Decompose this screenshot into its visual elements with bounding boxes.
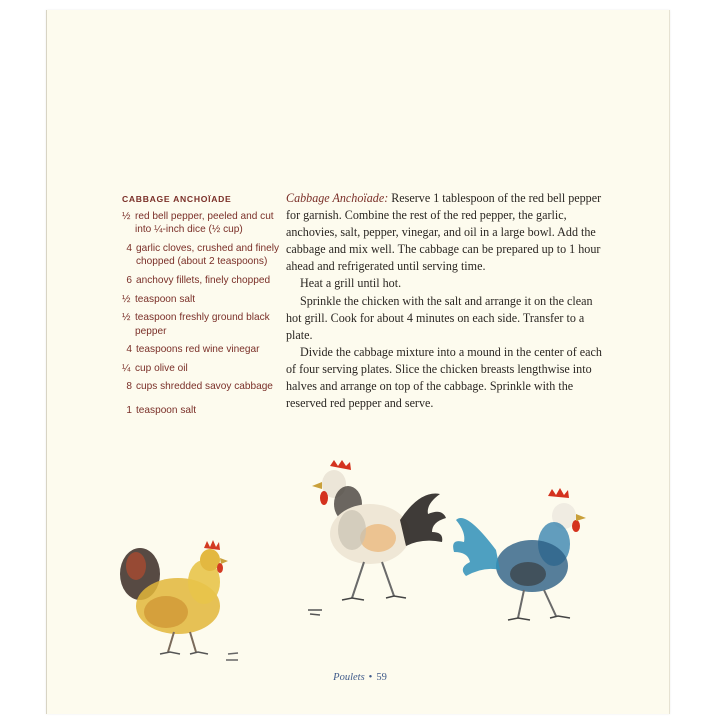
ingredient-item [122, 343, 287, 356]
ingredient-qty: 8 [126, 381, 132, 393]
ingredient-qty: ¼ [122, 362, 131, 374]
ingredient-qty: ½ [122, 312, 131, 324]
method-paragraph: Sprinkle the chicken with the salt and arrange it on the clean hot grill. Cook for about 4 minutes on each side. Transfer to a plate. [286, 293, 593, 342]
ingredient-text: cup olive oil [135, 362, 188, 374]
ingredient-qty: 6 [126, 275, 132, 286]
blue-rooster-icon [452, 486, 602, 636]
method-lead: Cabbage Anchoïade: [286, 191, 389, 205]
ingredient-item [122, 274, 287, 287]
method-paragraph: Divide the cabbage mixture into a mound in the center of each of four serving plates. Slice the chicken breasts lengthwise into halves and arrange on top of the cabbage. Sprinkle with the reserved red pepper and serve. [286, 344, 602, 411]
page-footer [300, 672, 420, 683]
yellow-hen-icon [108, 534, 253, 669]
method-paragraph [286, 190, 604, 275]
ingredient-text: teaspoon freshly ground black pepper [135, 312, 270, 337]
ingredient-qty: 4 [126, 243, 132, 254]
ingredient-qty: 1 [126, 404, 132, 416]
ingredient-item [122, 293, 287, 306]
page-number: 59 [376, 672, 387, 683]
ingredient-text: teaspoon salt [136, 404, 197, 416]
ingredient-text: red bell pepper, peeled and cut into ¼-inch dice (½ cup) [135, 211, 274, 236]
ingredient-item [122, 210, 287, 237]
ingredient-text: garlic cloves, crushed and finely chopped (about 2 teaspoons) [136, 243, 280, 268]
ingredient-text: teaspoons red wine vinegar [136, 344, 260, 356]
ingredient-text: anchovy fillets, finely chopped [136, 275, 271, 286]
ingredient-item [122, 242, 287, 269]
ingredients-list [122, 194, 287, 422]
ingredient-qty: ½ [122, 211, 131, 222]
method-paragraph-text: Reserve 1 tablespoon of the red bell pepper for garnish. Combine the rest of the red pepper, the garlic, anchovies, salt, pepper, vinegar, and oil in a large bowl. Add the cabbage and mix well. The cabbage can be prepared up to 1 hour ahead and refrigerated until serving time. [286, 191, 602, 274]
method-paragraph: Heat a grill until hot. [300, 276, 402, 291]
method-text [286, 190, 604, 412]
ingredient-item [122, 362, 287, 375]
ingredient-item [122, 404, 287, 417]
ingredient-item [122, 380, 287, 393]
ingredient-text: teaspoon salt [135, 293, 196, 305]
ingredient-text: cups shredded savoy cabbage [136, 381, 273, 393]
ingredient-item [122, 311, 287, 338]
ingredient-qty: 4 [126, 344, 132, 356]
white-rooster-icon [304, 458, 454, 618]
ingredient-qty: ½ [122, 293, 131, 305]
ingredients-title: CABBAGE ANCHOÏADE [122, 194, 232, 204]
footer-section: Poulets [333, 672, 365, 683]
footer-bullet: • [368, 672, 373, 683]
